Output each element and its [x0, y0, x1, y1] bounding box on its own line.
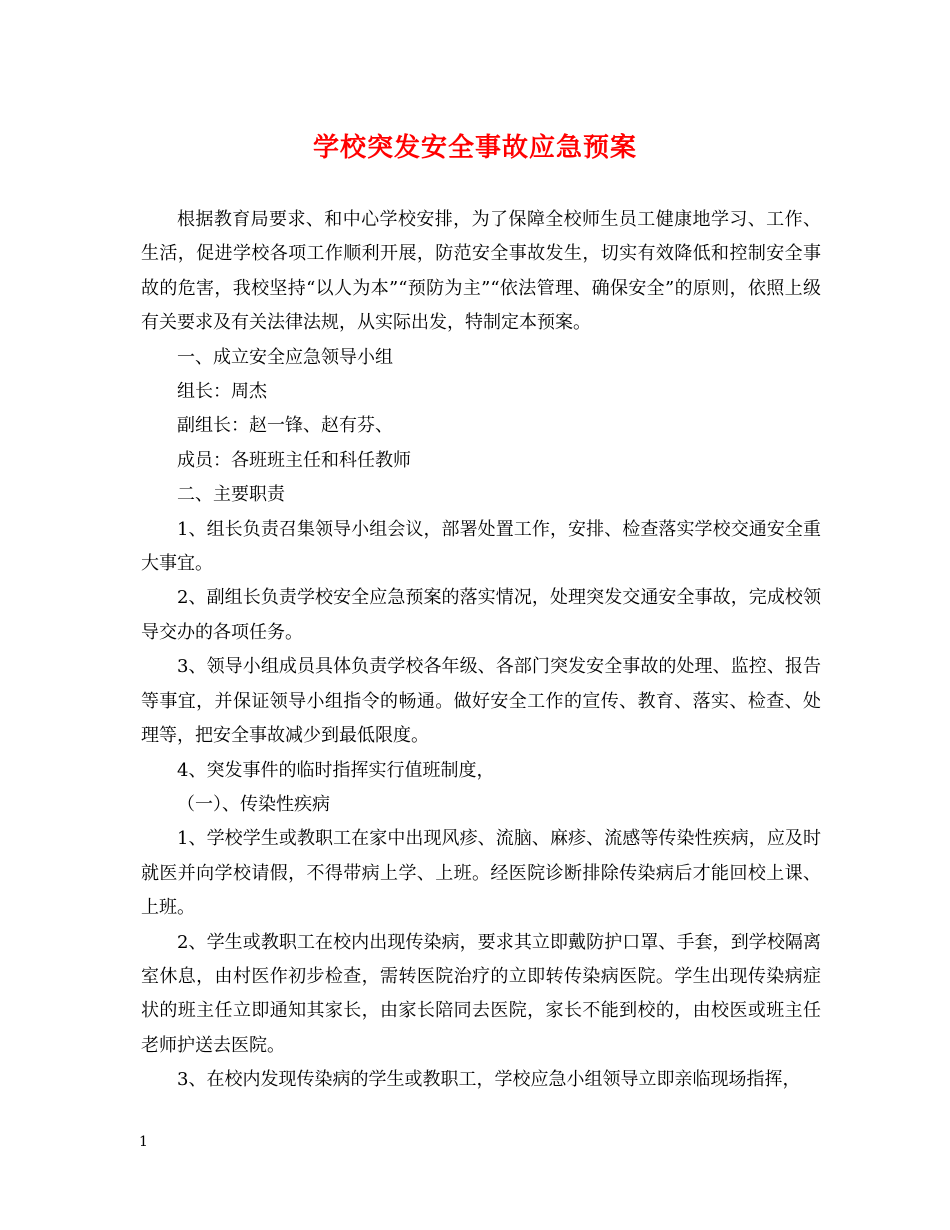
- group-leader-line: 组长：周杰: [177, 381, 267, 403]
- section-heading-responsibilities: 二、主要职责: [177, 484, 285, 506]
- infectious-disease-item-3: 3、在校内发现传染病的学生或教职工，学校应急小组领导立即亲临现场指挥，: [177, 1069, 801, 1091]
- page-number: 1: [139, 1134, 148, 1150]
- document-title: 学校突发安全事故应急预案: [312, 133, 637, 163]
- infectious-disease-item-1: 1、学校学生或教职工在家中出现风疹、流脑、麻疹、流感等传染性疾病，应及时就医并向学校请假，不得带病上学、上班。经医院诊断排除传染病后才能回校上课、上班。: [141, 828, 821, 919]
- responsibility-item-3: 3、领导小组成员具体负责学校各年级、各部门突发安全事故的处理、监控、报告等事宜，并保证领导小组指令的畅通。做好安全工作的宣传、教育、落实、检查、处理等，把安全事故减少到最低限度。: [141, 656, 821, 747]
- responsibility-item-2: 2、副组长负责学校安全应急预案的落实情况，处理突发交通安全事故，完成校领导交办的各项任务。: [141, 587, 821, 643]
- infectious-disease-item-2: 2、学生或教职工在校内出现传染病，要求其立即戴防护口罩、手套，到学校隔离室休息，由村医作初步检查，需转医院治疗的立即转传染病医院。学生出现传染病症状的班主任立即通知其家长，由家长陪同去医院，家长不能到校的，由校医或班主任老师护送去医院。: [141, 931, 821, 1056]
- intro-paragraph: 根据教育局要求、和中心学校安排，为了保障全校师生员工健康地学习、工作、生活，促进学校各项工作顺利开展，防范安全事故发生，切实有效降低和控制安全事故的危害，我校坚持“以人为本”“预防为主”“依法管理、确保安全”的原则，依照上级有关要求及有关法律法规，从实际出发，特制定本预案。: [141, 209, 821, 334]
- deputy-leader-line: 副组长：赵一锋、赵有芬、: [177, 415, 393, 437]
- members-line: 成员：各班班主任和科任教师: [177, 449, 411, 471]
- section-heading-leadership-group: 一、成立安全应急领导小组: [177, 346, 393, 368]
- responsibility-item-4: 4、突发事件的临时指挥实行值班制度，: [177, 759, 495, 781]
- subsection-heading-infectious-disease: （一）、传染性疾病: [177, 793, 330, 815]
- document-body: [141, 203, 821, 1098]
- responsibility-item-1: 1、组长负责召集领导小组会议，部署处置工作，安排、检查落实学校交通安全重大事宜。: [141, 518, 821, 575]
